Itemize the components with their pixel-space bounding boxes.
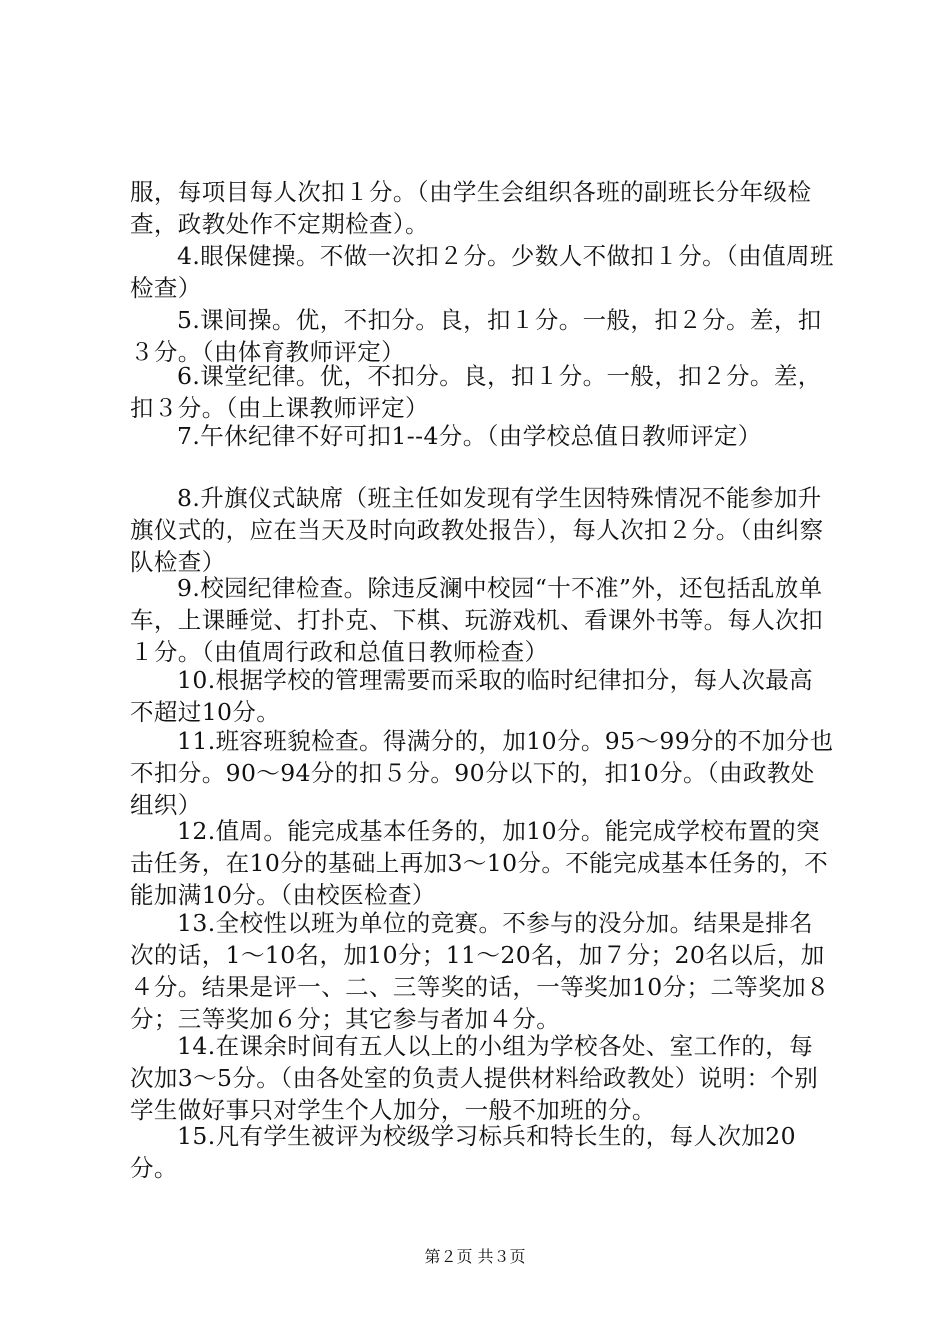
paragraph-item-15: 15.凡有学生被评为校级学习标兵和特长生的，每人次加20分。: [130, 1122, 796, 1182]
paragraph-item-4: 4.眼保健操。不做一次扣２分。少数人不做扣１分。（由值周班检查）: [130, 242, 834, 302]
paragraph-item-8: 8.升旗仪式缺席（班主任如发现有学生因特殊情况不能参加升旗仪式的，应在当天及时向政教处报告），每人次扣２分。（由纠察队检查）: [130, 484, 824, 576]
page-number-footer: 第２页 共３页: [424, 1247, 526, 1266]
paragraph-item-12: 12.值周。能完成基本任务的，加10分。能完成学校布置的突击任务，在10分的基础上再加3～10分。不能完成基本任务的，不能加满10分。（由校医检查）: [130, 817, 829, 909]
paragraph-continued: 服，每项目每人次扣１分。（由学生会组织各班的副班长分年级检查，政教处作不定期检查）。: [130, 178, 812, 238]
paragraph-item-6: 6.课堂纪律。优，不扣分。良，扣１分。一般，扣２分。差，扣３分。（由上课教师评定）: [130, 362, 822, 422]
paragraph-item-9: 9.校园纪律检查。除违反澜中校园“十不准”外，还包括乱放单车，上课睡觉、打扑克、下棋、玩游戏机、看课外书等。每人次扣１分。（由值周行政和总值日教师检查）: [130, 574, 824, 666]
paragraph-item-5: 5.课间操。优，不扣分。良，扣１分。一般，扣２分。差，扣３分。（由体育教师评定）: [130, 306, 822, 366]
paragraph-item-13: 13.全校性以班为单位的竞赛。不参与的没分加。结果是排名次的话，1～10名，加10分；11～20名，加７分；20名以后，加４分。结果是评一、二、三等奖的话，一等奖加10分；二等奖加８分；三等奖加６分；其它参与者加４分。: [130, 909, 830, 1033]
paragraph-item-7: 7.午休纪律不好可扣1--4分。（由学校总值日教师评定）: [177, 422, 762, 450]
paragraph-item-14: 14.在课余时间有五人以上的小组为学校各处、室工作的，每次加3～5分。（由各处室的负责人提供材料给政教处）说明：个别学生做好事只对学生个人加分，一般不加班的分。: [130, 1032, 819, 1124]
paragraph-item-11: 11.班容班貌检查。得满分的，加10分。95～99分的不加分也不扣分。90～94分的扣５分。90分以下的，扣10分。（由政教处组织）: [130, 727, 834, 819]
paragraph-item-10: 10.根据学校的管理需要而采取的临时纪律扣分，每人次最高不超过10分。: [130, 666, 814, 726]
